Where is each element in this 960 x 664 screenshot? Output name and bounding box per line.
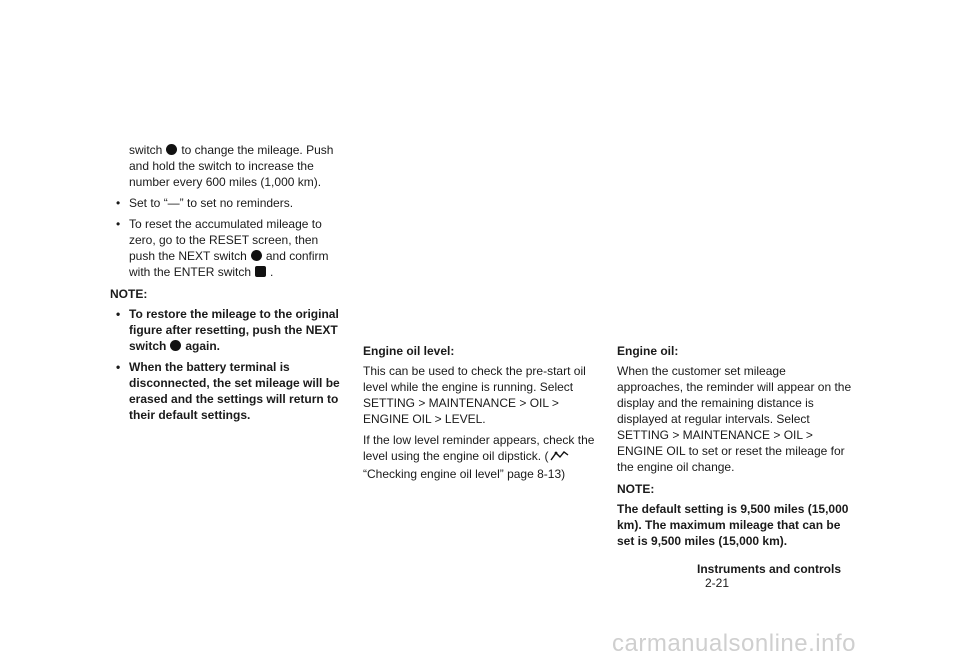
cont-a: switch: [129, 143, 163, 157]
para2-text-a: If the low level reminder appears, check the level using the engine oil dipstick. (: [363, 433, 595, 463]
engine-oil-note-label: NOTE:: [617, 482, 655, 496]
note1-text-b: again.: [185, 339, 221, 353]
footer-page-number: 2-21: [705, 576, 730, 590]
note-restore: [116, 306, 346, 354]
engine-oil-para: When the customer set mileage approaches, the reminder will appear on the display and the remaining distance is displayed at regular intervals. Select SETTING > MAINTENANCE > OIL > ENGINE OIL to set or reset the mileage for the engine oil change.: [617, 364, 852, 474]
bullet1-text: Set to “—” to set no reminders.: [129, 196, 294, 210]
note2-text: When the battery terminal is disconnected, the set mileage will be erased and the settings will return to their default settings.: [129, 360, 340, 422]
next-switch-icon: [170, 340, 181, 351]
next-switch-icon: [251, 250, 262, 261]
next-switch-icon: [166, 144, 177, 155]
bullet-no-reminders: [116, 195, 346, 211]
engine-oil-level-para1: This can be used to check the pre-start oil level while the engine is running. Select SETTING > MAINTENANCE > OIL > ENGINE OIL > LEVEL.: [363, 364, 586, 426]
enter-switch-icon: [255, 266, 266, 277]
column-right: [617, 343, 853, 554]
bullet-reset-mileage: [116, 216, 346, 280]
note-battery: [116, 359, 346, 423]
bullet2-text-a: To reset the accumulated mileage to zero, go to the RESET screen, then push the NEXT switch: [129, 217, 322, 263]
footer-section: Instruments and controls: [697, 562, 842, 576]
engine-oil-note-text: The default setting is 9,500 miles (15,000 km). The maximum mileage that can be set is 9,500 miles (15,000 km).: [617, 502, 849, 548]
reference-icon: [550, 450, 570, 466]
watermark: carmanualsonline.info: [612, 630, 856, 657]
bullet2-text-b: and confirm with the ENTER switch: [129, 249, 329, 279]
note-label: NOTE:: [110, 287, 148, 301]
page-footer: [697, 562, 857, 590]
column-middle: [363, 343, 600, 487]
bullet2-text-c: .: [270, 265, 274, 279]
cont-b: to change the mileage. Push and hold the switch to increase the number every 600 miles (1,000 km).: [129, 143, 334, 189]
note1-text-a: To restore the mileage to the original figure after resetting, push the NEXT switch: [129, 307, 339, 353]
engine-oil-heading: Engine oil:: [617, 344, 679, 358]
column-left: [110, 142, 346, 428]
engine-oil-level-heading: Engine oil level:: [363, 344, 455, 358]
engine-oil-level-para2: [363, 432, 600, 482]
para2-text-b: “Checking engine oil level” page 8-13): [363, 467, 566, 481]
continued-text: [116, 142, 346, 190]
